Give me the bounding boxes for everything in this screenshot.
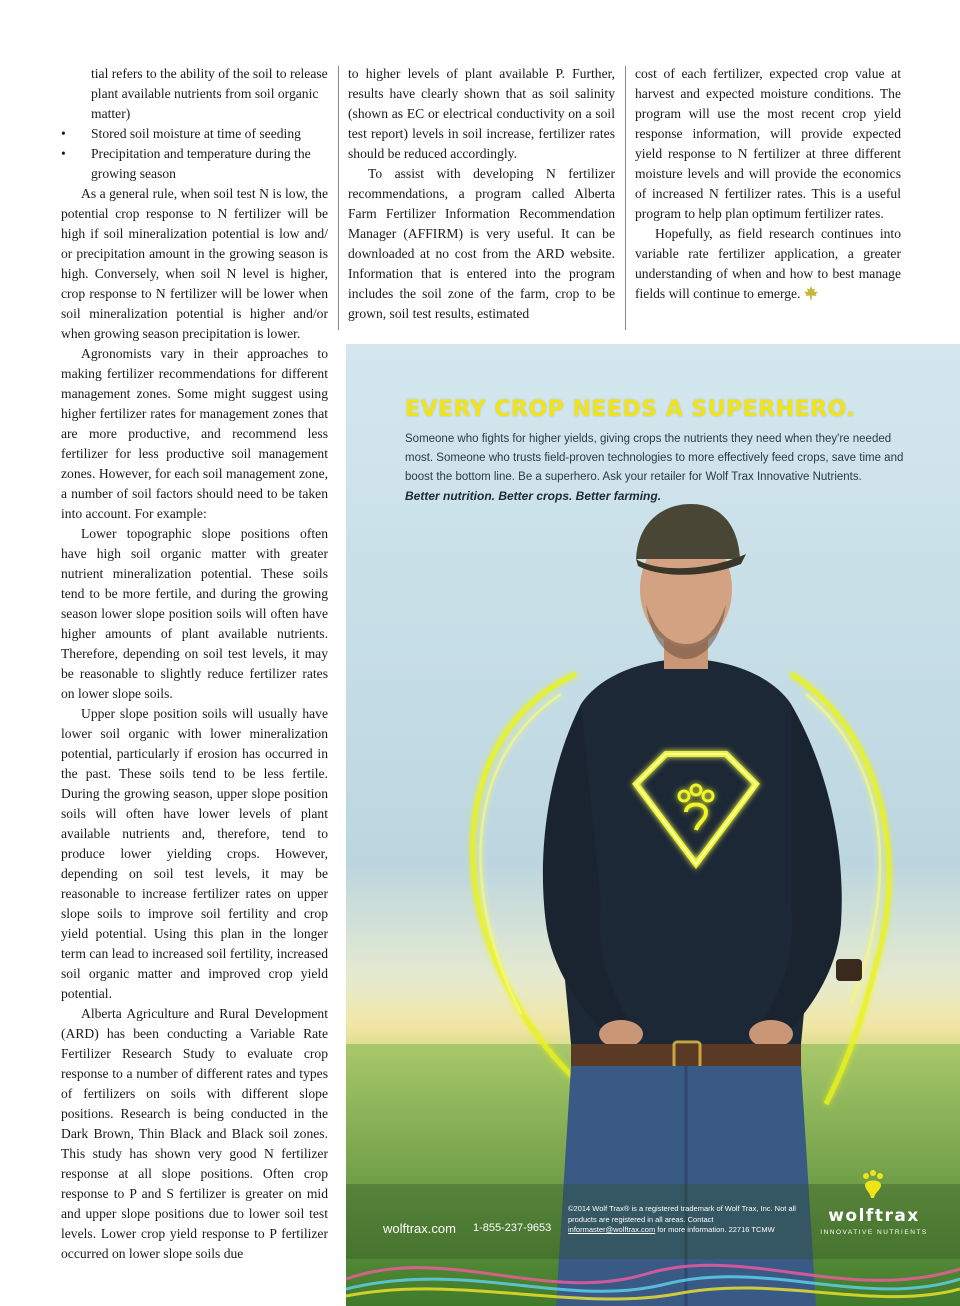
- article-column-3: [635, 64, 901, 304]
- list-item: • Stored soil moisture at time of seeding: [61, 124, 328, 144]
- paragraph: As a general rule, when soil test N is low, the potential crop response to N fertilizer will be high if soil mineralization potential is low and/ or precipitation amount in the growing season is high. Conversely, when soil N level is higher, crop response to N fertilizer will be lower when soil mineralization potential is higher and/or when growing season precipitation is lower.: [61, 186, 328, 341]
- ad-body-copy: Someone who fights for higher yields, giving crops the nutrients they need when they're needed most. Someone who trusts field-proven technologies to more effectively feed crops, save time and boost the bottom line. Be a superhero. Ask your retailer for Wolf Trax Innovative Nutrients.: [405, 433, 904, 483]
- wolftrax-logo: [814, 1206, 934, 1246]
- legal-text-part: for more information. 22716 TCMW: [655, 1225, 775, 1234]
- paragraph: [635, 224, 901, 304]
- paragraph: To assist with developing N fertilizer recommendations, a program called Alberta Farm Fertilizer Information Recommendation Manager (AFFIRM) is very useful. It can be downloaded at no cost from the ARD website. Information that is entered into the program includes the soil zone of the farm, crop to be grown, soil test results, estimated: [348, 166, 615, 321]
- paragraph: Agronomists vary in their approaches to making fertilizer recommendations for different management zones. Some might suggest using higher fertilizer rates for management zones that are more productive, and recommend less fertilizer for less productive soil management zones. However, for each soil management zone, a number of soil factors should need to be taken into account. For example:: [61, 346, 328, 521]
- ad-legal-text: [568, 1204, 798, 1236]
- paw-lightbulb-logo-icon: [858, 1168, 888, 1202]
- column-divider: [338, 66, 339, 330]
- ad-phone: 1-855-237-9653: [473, 1222, 552, 1234]
- paragraph: Upper slope position soils will usually have lower soil organic with lower mineralization potential, particularly if erosion has occurred in the past. These soils tend to be less fertile. During the growing season, upper slope position soils will often have lower levels of plant available nutrients and, therefore, tend to produce lower yielding crops. However, depending on soil test levels, it may be reasonable to increase fertilizer rates on upper slope soils to improve soil fertility and crop yield potential. Using this plan in the longer term can lead to increased soil fertility, increased soil organic matter and improved crop yield potential.: [61, 706, 328, 1001]
- closing-paragraph-text: Hopefully, as field research continues into variable rate fertilizer application, a greater understanding of when and how to best manage fields will continue to emerge.: [635, 226, 901, 301]
- contact-email: informaster@wolftrax.com: [568, 1225, 656, 1234]
- paragraph: to higher levels of plant available P. Further, results have clearly shown that as soil salinity (shown as EC or electrical conductivity on a soil test report) levels in soil increase, fertilizer rates should be reduced accordingly.: [348, 66, 615, 161]
- logo-tagline: INNOVATIVE NUTRIENTS: [820, 1229, 928, 1236]
- advertisement: [346, 344, 960, 1306]
- paragraph: Alberta Agriculture and Rural Development (ARD) has been conducting a Variable Rate Fertilizer Research Study to evaluate crop response to a number of different rates and types of fertilizers on soils with different slope positions. Research is being conducted in the Dark Brown, Thin Black and Black soil zones. This study has shown very good N fertilizer response at all slope positions. Often crop response to P and S fertilizer is greater on mid and upper slope positions due to lower soil test levels. Lower crop yield response to P fertilizer occurred on lower slope soils due: [61, 1006, 328, 1261]
- factor-list: [61, 124, 328, 184]
- ad-website: wolftrax.com: [383, 1221, 456, 1236]
- column-divider: [625, 66, 626, 330]
- legal-text-part: ©2014 Wolf Trax® is a registered trademark of Wolf Trax, Inc. Not all products are registered in all areas. Contact: [568, 1204, 796, 1224]
- paragraph: cost of each fertilizer, expected crop value at harvest and expected moisture conditions. The program will use the most recent crop yield response information, will provide expected yield response to N fertilizer at three different moisture levels and will provide the economics of increased N fertilizer rates. This is a useful program to help plan optimum fertilizer rates.: [635, 66, 901, 221]
- article-column-2: [348, 64, 615, 324]
- ad-headline: EVERY CROP NEEDS A SUPERHERO.: [405, 397, 856, 422]
- continued-bullet-text: tial refers to the ability of the soil to release plant available nutrients from soil organic matter): [91, 66, 328, 121]
- paragraph: Lower topographic slope positions often have high soil organic matter with greater nutrient mineralization potential. These soils tend to be more fertile, and during the growing season lower slope position soils will often have higher amounts of plant available nutrients. Therefore, depending on soil test levels, it may be reasonable to slightly reduce fertilizer rates on lower slope soils.: [61, 526, 328, 701]
- ad-slogan: Better nutrition. Better crops. Better farming.: [405, 489, 662, 503]
- logo-wordmark: wolftrax: [828, 1206, 920, 1226]
- list-item: • Precipitation and temperature during the growing season: [61, 144, 328, 184]
- article-column-1: [61, 64, 328, 1264]
- maple-leaf-end-mark-icon: [803, 286, 819, 300]
